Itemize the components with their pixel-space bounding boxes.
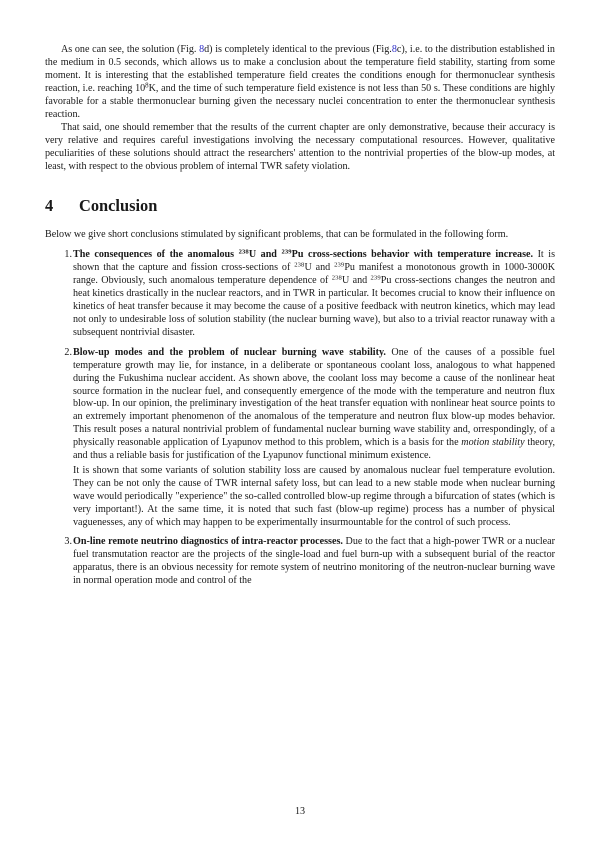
body-text-a: It is shown that the capture and fission cross-sections of: [73, 249, 555, 274]
section-number: 4: [45, 195, 54, 215]
list-item: [45, 347, 555, 530]
list-item-lead: Blow-up modes and the problem of nuclear burning wave stability.: [73, 346, 386, 358]
intro-paragraph-1: [45, 44, 555, 122]
list-item-paragraph-2: It is shown that some variants of solution stability loss are caused by anomalous nuclear fuel temperature evolution. They can be not only the cause of TWR internal safety loss, but can lead to a new stable mode when nuclear burning wave would periodically "experience" the so-called controlled blow-up regime through a bifurcation of states (which is very important!). At the same time, it is noted that such fast (blow-up regime) process has a number of physical vaguenesses, any of which may happen to be experimentally insurmountable for the control of such process.: [73, 464, 555, 528]
section-spacer-bottom: [45, 216, 555, 229]
isotope-239-body-1: 239: [334, 262, 345, 270]
exponent-8: 8: [145, 82, 149, 90]
section-title: Conclusion: [79, 195, 158, 215]
figure-reference-8d[interactable]: 8: [199, 44, 205, 55]
page-number: 13: [294, 806, 306, 817]
isotope-239-lead: 239: [281, 249, 292, 257]
lead-text-b: U and: [248, 249, 282, 261]
figure-reference-8c[interactable]: 8: [391, 44, 397, 55]
intro-par1-text-d: K, and the time of such temperature field existence is not less than 50 s. These conditions are highly favorable for a stable thermonuclear burning given the necessary nuclei concentration to enter the thermonuclear synthesis reaction.: [45, 82, 555, 120]
intro-par1-text-a: As one can see, the solution (Fig.: [61, 44, 200, 55]
section-heading-conclusion: [45, 196, 555, 216]
lead-text-a: The consequences of the anomalous: [73, 249, 239, 261]
list-item: [45, 249, 555, 340]
body-text-c: Pu manifest a monotonous growth in 1000-3000K range. Obviously, such anomalous temperature dependence of: [73, 262, 555, 287]
list-item-marker: 3.: [64, 536, 72, 547]
list-item-marker: 1.: [64, 249, 72, 261]
body-text-e: Pu cross-sections changes the neutron and heat kinetics drastically in the nuclear reactors, and in TWR in particular. It becomes crucial to know their influence on kinetics of heat transfer because it may become the cause of a positive feedback with neutron kinetics, which may lead not only to undesirable loss of solution stability (the nuclear burning wave), but also to a trivial reactor runaway with a subsequent nontrivial disaster.: [73, 275, 555, 339]
isotope-238-body-2: 238: [331, 275, 342, 282]
intro-par1-text-c: c), i.e. to the distribution established in the medium in 0.5 seconds, which allows us to make a conclusion about the temperature field stability, starting from some moment. It is interesting that the established temperature field creates the conditions enough for thermonuclear synthesis reaction, i.e. reaching 10: [45, 44, 555, 94]
body-text-b: theory, and thus a reliable basis for justification of the Lyapunov functional minimum existence.: [73, 437, 555, 462]
isotope-239-body-2: 239: [370, 275, 381, 282]
body-text-a: One of the causes of a possible fuel temperature growth may lie, for instance, in a deliberate or spontaneous coolant loss, analogous to what happened during the Fukushima nuclear accident. As shown above, the coolant loss may become a cause of the nonlinear heat source formation in the nuclear fuel, and consequently emergence of the mode with the temperature and neutron flux blow-up. In our opinion, the preliminary investigation of the heat transfer equation with nonlinear heat source points to an extremely important phenomenon of the anomalous of the temperature and neutron flux blow-up modes behavior. This result poses a natural nontrivial problem of fundamental nuclear burning wave stability and, orrespondingly, of a physically reasonable application of Lyapunov method to this problem, which is a basis for the: [73, 346, 555, 449]
list-item-paragraph: [73, 536, 555, 588]
list-item-lead: [73, 249, 533, 260]
body-text-a: Due to the fact that a high-power TWR or a nuclear fuel transmutation reactor are the projects of the single-load and fuel burn-up with a subsequent burial of the reactor apparatus, there is an obvious necessity for remote system of neutrino monitoring of the neutron-nuclear burning wave in normal operation mode and control of the: [73, 536, 555, 586]
isotope-238-lead: 238: [238, 249, 249, 257]
body-text-b: U and: [304, 262, 335, 274]
intro-paragraph-2: That said, one should remember that the results of the current chapter are only demonstrative, because their accuracy is very relative and requires careful investigations involving the necessary computational resources. However, qualitative peculiarities of these solutions should attract the researchers' attention to the nontrivial properties of the blow-up modes, at least, with respect to the obvious problem of internal TWR safety violation.: [45, 121, 555, 172]
lead-text-c: Pu cross-sections behavior with temperature increase.: [291, 249, 534, 261]
conclusions-list: [45, 249, 555, 587]
list-item-paragraph: [73, 347, 555, 464]
isotope-238-body-1: 238: [294, 262, 305, 270]
page-content: [45, 44, 555, 588]
body-text-d: U and: [341, 275, 371, 287]
section-lead-paragraph: Below we give short conclusions stimulated by significant problems, that can be formulated in the following form.: [45, 228, 509, 240]
list-item-paragraph: [73, 249, 555, 340]
emphasis-motion-stability: motion stability: [461, 437, 525, 449]
list-item-lead: On-line remote neutrino diagnostics of intra-reactor processes.: [73, 536, 343, 547]
intro-par1-text-b: d) is completely identical to the previous (Fig.: [204, 44, 392, 55]
section-spacer-top: [45, 174, 555, 196]
list-item: [45, 536, 555, 588]
list-item-marker: 2.: [64, 346, 72, 358]
